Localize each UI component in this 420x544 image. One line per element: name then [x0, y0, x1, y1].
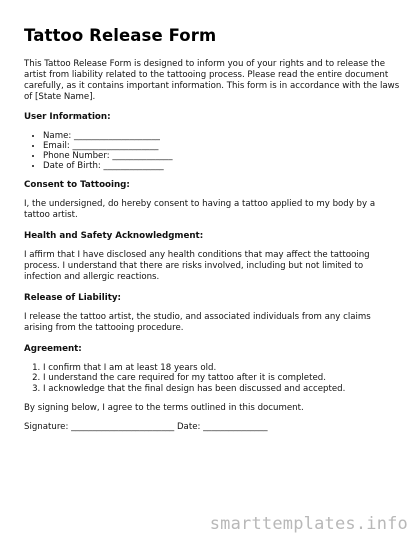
agreement-item-care: 2. I understand the care required for my tattoo after it is completed. [43, 373, 402, 383]
user-information-list [24, 131, 402, 171]
health-paragraph: I affirm that I have disclosed any health conditions that may affect the tattooing process. I understand that there are risks involved, including but not limited to infection and allergic reactions. [24, 250, 370, 283]
signature-date-line: Signature: ________________________ Date: _______________ [24, 421, 268, 432]
intro-paragraph: This Tattoo Release Form is designed to inform you of your rights and to release the artist from liability related to the tattooing process. Please read the entire document carefully, as it contains important information. This form is in accordance with the laws of [State Name]. [24, 59, 400, 102]
user-name-field: • Name: ____________________ [43, 131, 402, 141]
agreement-item-age: 1. I confirm that I am at least 18 years old. [43, 363, 402, 373]
release-paragraph: I release the tattoo artist, the studio, and associated individuals from any claims arising from the tattooing procedure. [24, 312, 371, 334]
health-heading: Health and Safety Acknowledgment: [24, 231, 204, 242]
user-phone-field: • Phone Number: ______________ [43, 151, 402, 161]
document-page [24, 26, 402, 433]
user-email-field: • Email: ____________________ [43, 141, 402, 151]
release-heading: Release of Liability: [24, 293, 121, 304]
user-information-heading: User Information: [24, 112, 111, 122]
agreement-heading: Agreement: [24, 344, 82, 355]
document-title: Tattoo Release Form [24, 26, 217, 45]
consent-paragraph: I, the undersigned, do hereby consent to having a tattoo applied to my body by a tattoo artist. [24, 199, 376, 221]
agreement-item-design: 3. I acknowledge that the final design has been discussed and accepted. [43, 384, 402, 394]
user-dob-field: • Date of Birth: ______________ [43, 161, 402, 171]
agreement-list [24, 363, 402, 393]
watermark-text: smarttemplates.info [209, 514, 408, 534]
consent-heading: Consent to Tattooing: [24, 180, 130, 191]
closing-statement: By signing below, I agree to the terms outlined in this document. [24, 402, 304, 413]
